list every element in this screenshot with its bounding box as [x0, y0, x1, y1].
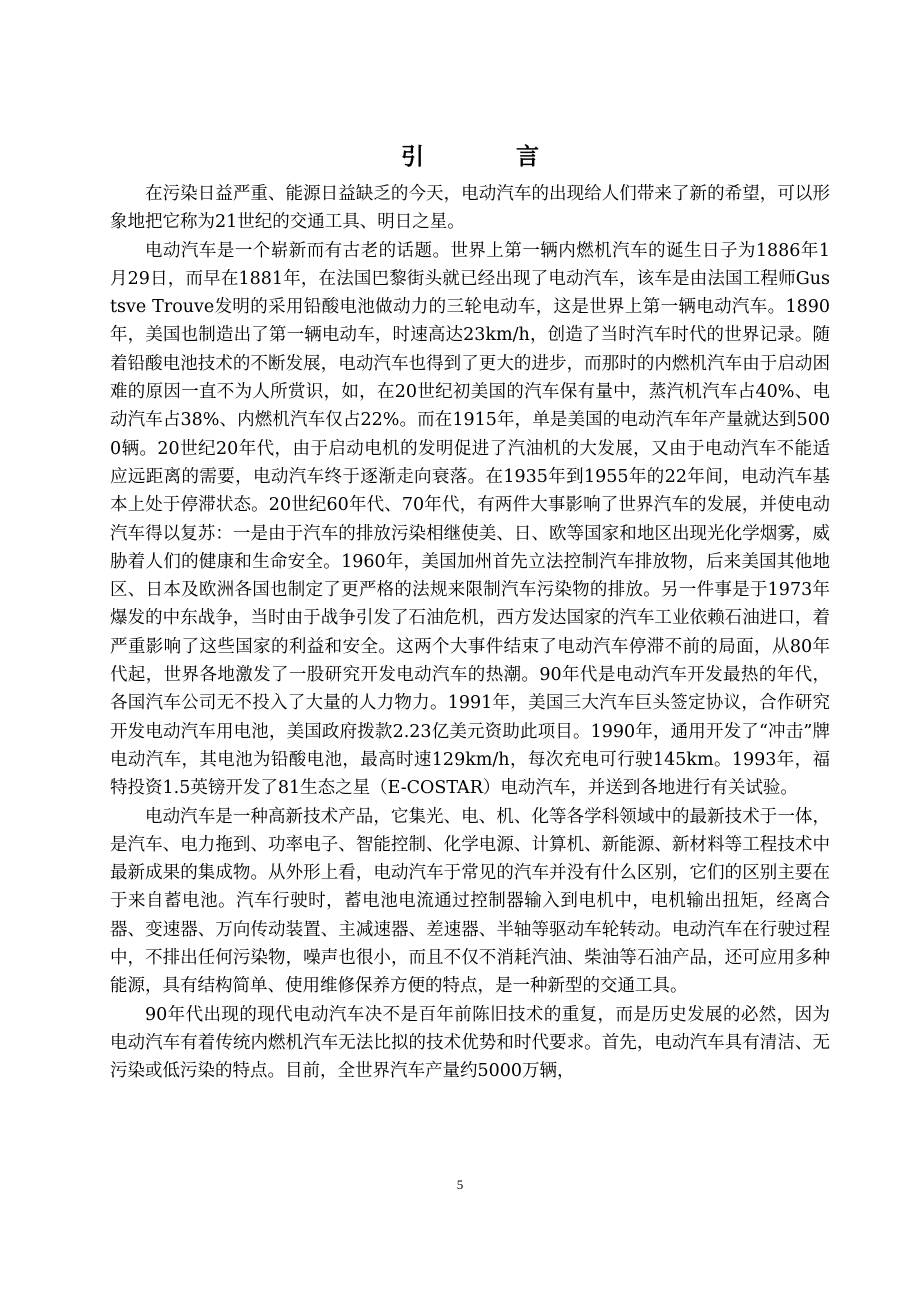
paragraph-advantages: 90年代出现的现代电动汽车决不是百年前陈旧技术的重复，而是历史发展的必然，因为电动汽车有着传统内燃机汽车无法比拟的技术优势和时代要求。首先，电动汽车具有清洁、无污染或低污染的特点。目前，全世界汽车产量约5000万辆，	[110, 1004, 830, 1082]
page-number: 5	[456, 1177, 464, 1192]
paragraph-technology: 电动汽车是一种高新技术产品，它集光、电、机、化等各学科领域中的最新技术于一体，是汽车、电力拖到、功率电子、智能控制、化学电源、计算机、新能源、新材料等工程技术中最新成果的集成物。从外形上看，电动汽车于常见的汽车并没有什么区别，它们的区别主要在于来自蓄电池。汽车行驶时，蓄电池电流通过控制器输入到电机中，电机输出扭矩，经离合器、变速器、万向传动装置、主减速器、差速器、半轴等驱动车轮转动。电动汽车在行驶过程中，不排出任何污染物，噪声也很小，而且不仅不消耗汽油、柴油等石油产品，还可应用多种能源，具有结构简单、使用维修保养方便的特点，是一种新型的交通工具。	[110, 806, 830, 997]
paragraph-intro: 在污染日益严重、能源日益缺乏的今天，电动汽车的出现给人们带来了新的希望，可以形象地把它称为21世纪的交通工具、明日之星。	[110, 184, 830, 233]
page-title: 引 言	[400, 143, 581, 170]
paragraph-history: 电动汽车是一个崭新而有古老的话题。世界上第一辆内燃机汽车的诞生日子为1886年1月29日，而早在1881年，在法国巴黎街头就已经出现了电动汽车，该车是由法国工程师Gustsve Trouve发明的采用铅酸电池做动力的三轮电动车，这是世界上第一辆电动汽车。1890年，美国也制造出了第一辆电动车，时速高达23km/h，创造了当时汽车时代的世界记录。随着铅酸电池技术的不断发展，电动汽车也得到了更大的进步，而那时的内燃机汽车由于启动困难的原因一直不为人所赏识，如，在20世纪初美国的汽车保有量中，蒸汽机汽车占40%、电动汽车占38%、内燃机汽车仅占22%。而在1915年，单是美国的电动汽车年产量就达到5000辆。20世纪20年代，由于启动电机的发明促进了汽油机的大发展，又由于电动汽车不能适应远距离的需要，电动汽车终于逐渐走向衰落。在1935年到1955年的22年间，电动汽车基本上处于停滞状态。20世纪60年代、70年代，有两件大事影响了世界汽车的发展，并使电动汽车得以复苏：一是由于汽车的排放污染相继使美、日、欧等国家和地区出现光化学烟雾，威胁着人们的健康和生命安全。1960年，美国加州首先立法控制汽车排放物，后来美国其他地区、日本及欧洲各国也制定了更严格的法规来限制汽车污染物的排放。另一件事是于1973年爆发的中东战争，当时由于战争引发了石油危机，西方发达国家的汽车工业依赖石油进口，着严重影响了这些国家的利益和安全。这两个大事件结束了电动汽车停滞不前的局面，从80年代起，世界各地激发了一股研究开发电动汽车的热潮。90年代是电动汽车开发最热的年代，各国汽车公司无不投入了大量的人力物力。1991年，美国三大汽车巨头签定协议，合作研究开发电动汽车用电池，美国政府拨款2.23亿美元资助此项目。1990年，通用开发了“冲击”牌电动汽车，其电池为铅酸电池，最高时速129km/h，每次充电可行驶145km。1993年，福特投资1.5英镑开发了81生态之星（E-COSTAR）电动汽车，并送到各地进行有关试验。	[110, 240, 830, 799]
document-page	[110, 140, 830, 1086]
